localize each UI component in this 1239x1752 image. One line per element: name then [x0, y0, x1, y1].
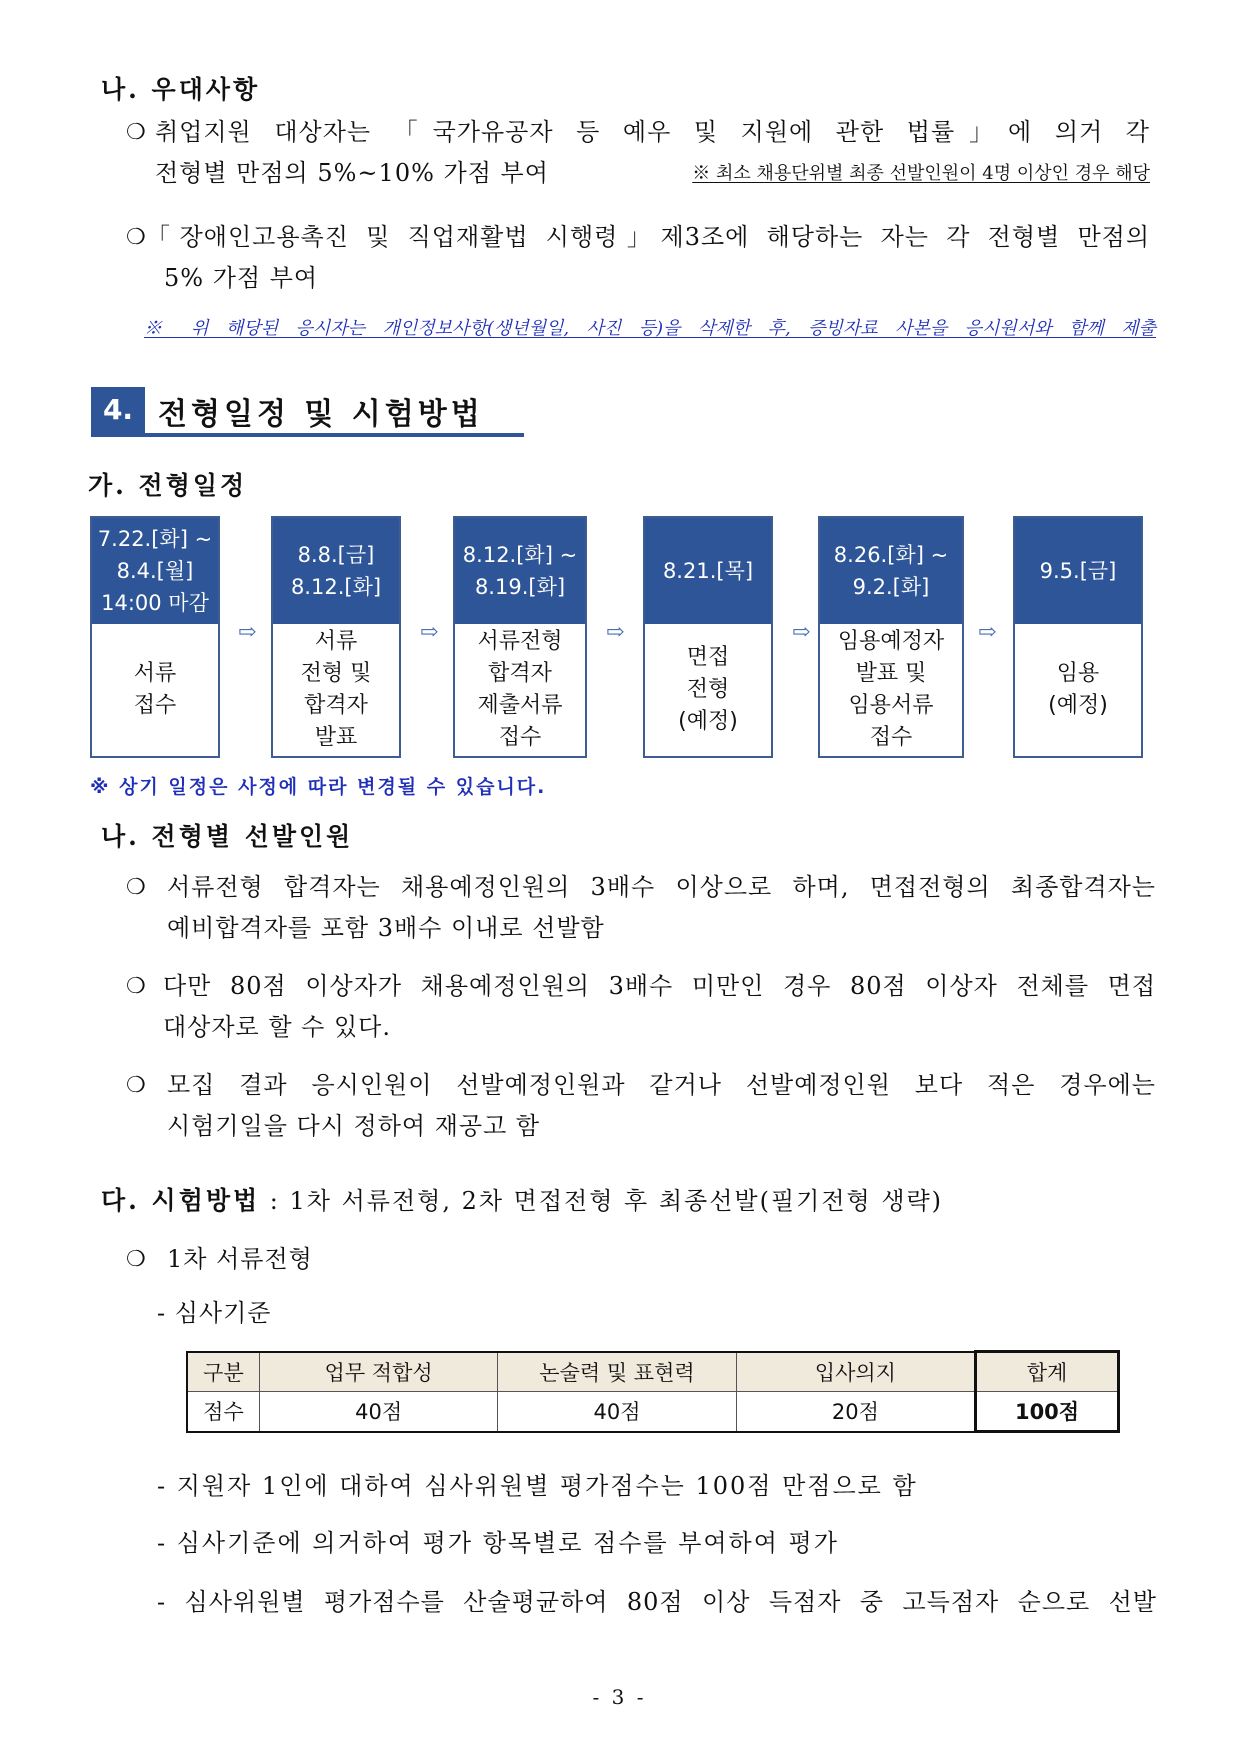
preference-bullet-1-line2: 전형별 만점의 5%~10% 가점 부여 [155, 159, 549, 187]
arrow-right-icon: ⇨ [978, 620, 997, 645]
method-dash-3: - 심사위원별 평가점수를 산술평균하여 80점 이상 득점자 중 고득점자 순으로 선발 [157, 1588, 1157, 1616]
method-title-rest: : 1차 서류전형, 2차 면접전형 후 최종선발(필기전형 생략) [260, 1187, 944, 1215]
bullet-icon: ❍ [126, 1073, 146, 1098]
schedule-step [818, 516, 964, 758]
table-cell-total: 100점 [976, 1392, 1119, 1432]
table-row [187, 1352, 1119, 1392]
arrow-right-icon: ⇨ [420, 620, 439, 645]
table-cell: 20점 [736, 1392, 975, 1432]
selection-bullet-2-line1: 다만 80점 이상자가 채용예정인원의 3배수 미만인 경우 80점 이상자 전체를 면접 [163, 972, 1156, 1000]
bullet-icon: ❍ [126, 974, 146, 999]
selection-bullet-1-line1: 서류전형 합격자는 채용예정인원의 3배수 이상으로 하며, 면접전형의 최종합격자는 [167, 873, 1156, 901]
section-title-preference: 나. 우대사항 [101, 75, 261, 104]
table-row [187, 1392, 1119, 1432]
arrow-right-icon: ⇨ [792, 620, 811, 645]
selection-bullet-3-line2: 시험기일을 다시 정하여 재공고 함 [167, 1112, 541, 1140]
table-header-total: 합계 [976, 1352, 1119, 1392]
table-header-cell: 논술력 및 표현력 [498, 1352, 736, 1392]
bullet-icon: ❍ [126, 1247, 146, 1272]
table-cell: 40점 [259, 1392, 497, 1432]
method-sub1: 1차 서류전형 [167, 1245, 313, 1273]
method-dash-1: - 지원자 1인에 대하여 심사위원별 평가점수는 100점 만점으로 함 [157, 1472, 918, 1500]
selection-bullet-3 [167, 1065, 1157, 1147]
preference-bullet-1-line1: 취업지원 대상자는 「국가유공자 등 예우 및 지원에 관한 법률」에 의거 각 [155, 118, 1150, 146]
table-header-cell: 구분 [187, 1352, 259, 1392]
criteria-label: - 심사기준 [157, 1299, 272, 1327]
schedule-step-date: 7.22.[화] ~ 8.4.[월] 14:00 마감 [92, 518, 218, 624]
section-underline [91, 433, 524, 437]
schedule-step-label: 임용 (예정) [1015, 624, 1141, 756]
schedule-step-date: 8.26.[화] ~ 9.2.[화] [820, 518, 962, 624]
schedule-step [453, 516, 587, 758]
schedule-step-label: 임용예정자 발표 및 임용서류 접수 [820, 624, 962, 756]
schedule-step-label: 면접 전형 (예정) [645, 624, 771, 756]
schedule-step-label: 서류 전형 및 합격자 발표 [273, 624, 399, 756]
schedule-step-date: 8.12.[화] ~ 8.19.[화] [455, 518, 585, 624]
section-title: 전형일정 및 시험방법 [158, 397, 484, 432]
schedule-step [271, 516, 401, 758]
bullet-icon: ❍ [126, 225, 146, 250]
selection-bullet-2 [163, 966, 1158, 1048]
selection-bullet-1 [167, 867, 1157, 949]
method-title-bold: 다. 시험방법 [101, 1186, 261, 1215]
criteria-table [186, 1350, 1120, 1433]
schedule-step [90, 516, 220, 758]
schedule-step-date: 8.21.[목] [645, 518, 771, 624]
method-dash-2: - 심사기준에 의거하여 평가 항목별로 점수를 부여하여 평가 [157, 1529, 839, 1557]
bullet-icon: ❍ [126, 875, 146, 900]
schedule-step-date: 8.8.[금] 8.12.[화] [273, 518, 399, 624]
method-title [101, 1180, 943, 1222]
selection-bullet-1-line2: 예비합격자를 포함 3배수 이내로 선발함 [167, 914, 605, 942]
preference-bullet-2 [146, 217, 1156, 299]
schedule-step-label: 서류 접수 [92, 624, 218, 756]
arrow-right-icon: ⇨ [238, 620, 257, 645]
table-cell: 점수 [187, 1392, 259, 1432]
schedule-step [1013, 516, 1143, 758]
preference-note: ※ 위 해당된 응시자는 개인정보사항(생년월일, 사진 등)을 삭제한 후, 증빙자료 사본을 응시원서와 함께 제출 [144, 318, 1156, 339]
schedule-step [643, 516, 773, 758]
selection-title: 나. 전형별 선발인원 [101, 822, 354, 851]
selection-bullet-3-line1: 모집 결과 응시인원이 선발예정인원과 같거나 선발예정인원 보다 적은 경우에는 [167, 1071, 1156, 1099]
table-header-cell: 입사의지 [736, 1352, 975, 1392]
table-header-cell: 업무 적합성 [259, 1352, 497, 1392]
selection-bullet-2-line2: 대상자로 할 수 있다. [163, 1013, 391, 1041]
section-number-badge: 4. [91, 387, 145, 433]
schedule-note: ※ 상기 일정은 사정에 따라 변경될 수 있습니다. [90, 776, 547, 798]
schedule-step-label: 서류전형 합격자 제출서류 접수 [455, 624, 585, 756]
preference-bullet-2-line2: 5% 가점 부여 [164, 264, 319, 292]
arrow-right-icon: ⇨ [606, 620, 625, 645]
bullet-icon: ❍ [126, 120, 146, 145]
preference-bullet-1-note: ※ 최소 채용단위별 최종 선발인원이 4명 이상인 경우 해당 [692, 163, 1150, 184]
preference-bullet-2-line1: 「장애인고용촉진 및 직업재활법 시행령」제3조에 해당하는 자는 각 전형별 만점의 [146, 223, 1150, 251]
page-number: - 3 - [592, 1685, 647, 1709]
table-cell: 40점 [498, 1392, 736, 1432]
schedule-step-date: 9.5.[금] [1015, 518, 1141, 624]
schedule-title: 가. 전형일정 [88, 471, 248, 500]
preference-bullet-1 [155, 112, 1155, 194]
